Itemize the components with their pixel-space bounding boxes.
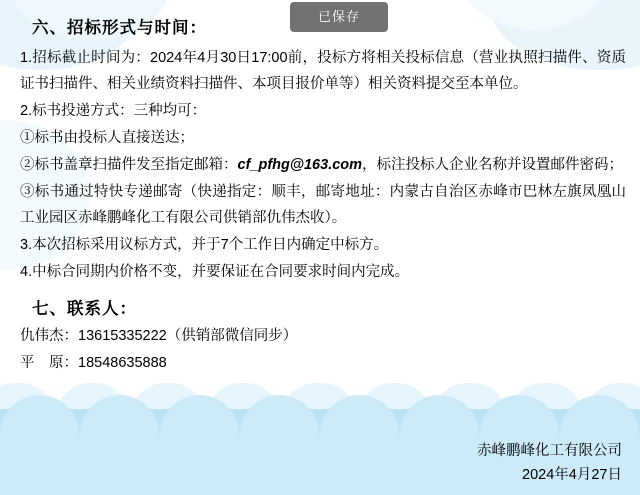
section-6-item-6: 3.本次招标采用议标方式，并于7个工作日内确定中标方。 bbox=[20, 237, 389, 253]
section-6-item-7: 4.中标合同期内价格不变，并要保证在合同要求时间内完成。 bbox=[20, 264, 410, 280]
section-6-item-4: ②标书盖章扫描件发至指定邮箱：cf_pfhg@163.com，标注投标人企业名称并设置邮件密码； bbox=[20, 157, 624, 173]
section-6-title: 六、招标形式与时间： bbox=[32, 19, 207, 37]
contact-person-1: 仇伟杰：13615335222（供销部微信同步） bbox=[20, 328, 298, 344]
section-6-item-1: 1.招标截止时间为：2024年4月30日17:00前，投标方将相关投标信息（营业执照扫描件、资质证书扫描件、相关业绩资料扫描件、本项目报价单等）相关资料提交至本单位。 bbox=[20, 50, 626, 92]
contact-person-2: 平 原：18548635888 bbox=[20, 355, 167, 371]
document-footer bbox=[477, 439, 622, 487]
section-6-item-5: ③标书通过特快专递邮寄（快递指定：顺丰，邮寄地址：内蒙古自治区赤峰市巴林左旗凤凰山工业园区赤峰鹏峰化工有限公司供销部仇伟杰收）。 bbox=[20, 184, 626, 226]
bid-email-address: cf_pfhg@163.com bbox=[237, 157, 363, 173]
section-7-title: 七、联系人： bbox=[32, 300, 137, 318]
section-6-item-2: 2.标书投递方式：三种均可： bbox=[20, 103, 207, 119]
saved-toast: 已保存 bbox=[290, 2, 388, 32]
section-6-item-3: ①标书由投标人直接送达； bbox=[20, 130, 194, 146]
footer-date: 2024年4月27日 bbox=[522, 467, 622, 483]
footer-company: 赤峰鹏峰化工有限公司 bbox=[477, 443, 622, 459]
cloud-scallops-front bbox=[0, 395, 640, 435]
